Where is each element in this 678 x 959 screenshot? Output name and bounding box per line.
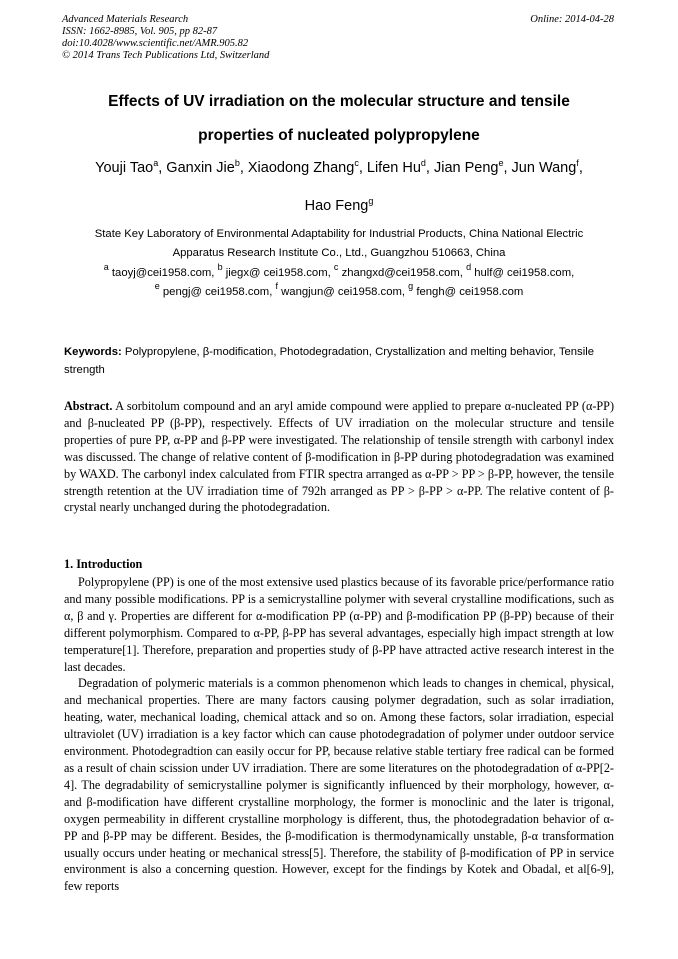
email-address: taoyj@cei1958.com, xyxy=(111,267,215,279)
email-address: pengj@ cei1958.com, xyxy=(162,286,273,298)
author-list-line-1: Youji Tao$^a$, Ganxin Jie$^b$, Xiaodong Zhang$^c$, Lifen Hu$^d$, Jian Peng$^e$, Jun Wang$^f$, xyxy=(95,158,583,176)
author-sup: f xyxy=(576,158,579,168)
abstract-label: Abstract. xyxy=(64,399,113,413)
email-address: zhangxd@cei1958.com, xyxy=(341,267,463,279)
email-sup: c xyxy=(333,262,339,272)
author-name: Ganxin Jie xyxy=(166,160,235,176)
affiliation xyxy=(40,225,638,263)
paper-title-line-2: properties of nucleated polypropylene xyxy=(198,127,480,144)
paper-title-line-1: Effects of UV irradiation on the molecular structure and tensile xyxy=(108,93,570,110)
keywords-text: Polypropylene, β-modification, Photodegradation, Crystallization and melting behavior, Tensile strength xyxy=(64,346,595,376)
keywords-label: Keywords: xyxy=(64,346,122,358)
author-sup: e xyxy=(498,158,504,168)
email-line-2 xyxy=(40,283,638,302)
email-sup: b xyxy=(217,262,223,272)
email-sup: g xyxy=(408,281,414,291)
author-name: Lifen Hu xyxy=(366,160,421,176)
email-sup: d xyxy=(466,262,472,272)
email-sup: e xyxy=(154,281,160,291)
author-list-line-2 xyxy=(40,198,638,214)
email-address: wangjun@ cei1958.com, xyxy=(281,286,406,298)
author-sup: a xyxy=(153,158,159,168)
affiliation-line-1: State Key Laboratory of Environmental Adaptability for Industrial Products, China National Electric xyxy=(94,228,584,240)
abstract-text: A sorbitolum compound and an aryl amide compound were applied to prepare α-nucleated PP (α-PP) and β-nucleated PP (β-PP), respectively. Effects of UV irradiation on the molecular structure and tensile properties of pure PP, α-PP and β-PP were investigated. The relationship of tensile strength with carbonyl index was discussed. The change of relative content of β-modification in β-PP during photodegradation was examined by WAXD. The carbonyl index calculated from FTIR spectra arranged as α-PP > PP > β-PP, however, the tensile strength retention at the UV irradiation time of 792h arranged as PP > β-PP > α-PP. The relative content of β-crystal nearly unchanged during the photodegradation. xyxy=(64,399,615,515)
keywords xyxy=(64,343,614,379)
online-date: Online: 2014-04-28 xyxy=(530,14,614,25)
author-sup: d xyxy=(420,158,426,168)
email-address: fengh@ cei1958.com xyxy=(416,286,524,298)
section-heading: 1. Introduction xyxy=(64,557,143,571)
intro-paragraph-1: Polypropylene (PP) is one of the most extensive used plastics because of its favorable price/performance ratio and many possible modifications. PP is a semicrystalline polymer with several crystalline modifications, such as α, β and γ. Properties are different for α-modification PP (α-PP) and β-modification PP (β-PP) because of their different polymorphism. Compared to α-PP, β-PP has several advantages, especially high impact strength at low temperature[1]. Therefore, preparation and properties study of β-PP have attracted active research interest in the last decades. xyxy=(64,575,614,674)
journal-name: Advanced Materials Research xyxy=(62,14,189,25)
author-sup: b xyxy=(234,158,240,168)
email-line-1 xyxy=(40,264,638,283)
author-name: Youji Tao xyxy=(95,160,154,176)
introduction-body xyxy=(64,574,614,895)
journal-header xyxy=(62,14,269,62)
abstract xyxy=(64,398,614,516)
email-list xyxy=(40,264,638,302)
author-sup: g xyxy=(368,196,374,206)
email-sup: a xyxy=(103,262,109,272)
author-name: Hao Feng xyxy=(304,198,369,214)
author-sup: c xyxy=(354,158,359,168)
issn-line: ISSN: 1662-8985, Vol. 905, pp 82-87 xyxy=(62,26,218,37)
copyright-line: © 2014 Trans Tech Publications Ltd, Switzerland xyxy=(62,50,270,61)
author-name: Jun Wang xyxy=(511,160,577,176)
email-address: hulf@ cei1958.com, xyxy=(474,267,575,279)
author-name: Jian Peng xyxy=(433,160,499,176)
intro-paragraph-2: Degradation of polymeric materials is a common phenomenon which leads to changes in chemical, physical, and mechanical properties. There are many factors causing polymer degradation, such as solar irradiation, heating, water, mechanical loading, chemical attack and so on. Among these factors, solar irradiation, especial ultraviolet (UV) irradiation is a key factor which can cause photodegradation of polymer under outdoor service environment. Photodegradtion can easily occur for PP, because relative stable tertiary free radical can be formed as a result of chain scission under UV irradiation. There are some literatures on the photodegradation of α-PP[2-4]. The degradability of semicrystalline polymer is significantly influenced by their morphology, however, α- and β-modification have different crystalline morphology, the former is monoclinic and the later is trigonal, oxygen permeability in different crystalline morphology is different, thus, the photodegradation behavior of α-PP and β-PP may be different. Besides, the β-modification is thermodynamically unstable, β-α transformation usually occurs under heating or mechanical stress[5]. Therefore, the stability of β-modification of PP in service environment is also a concerning question. However, except for the findings by Kotek and Obadal, et al[6-9], few reports xyxy=(64,676,614,894)
email-address: jiegx@ cei1958.com, xyxy=(225,267,331,279)
author-name: Xiaodong Zhang xyxy=(247,160,355,176)
affiliation-line-2: Apparatus Research Institute Co., Ltd., Guangzhou 510663, China xyxy=(172,247,506,259)
doi-line: doi:10.4028/www.scientific.net/AMR.905.82 xyxy=(62,38,249,49)
email-sup: f xyxy=(275,281,278,291)
